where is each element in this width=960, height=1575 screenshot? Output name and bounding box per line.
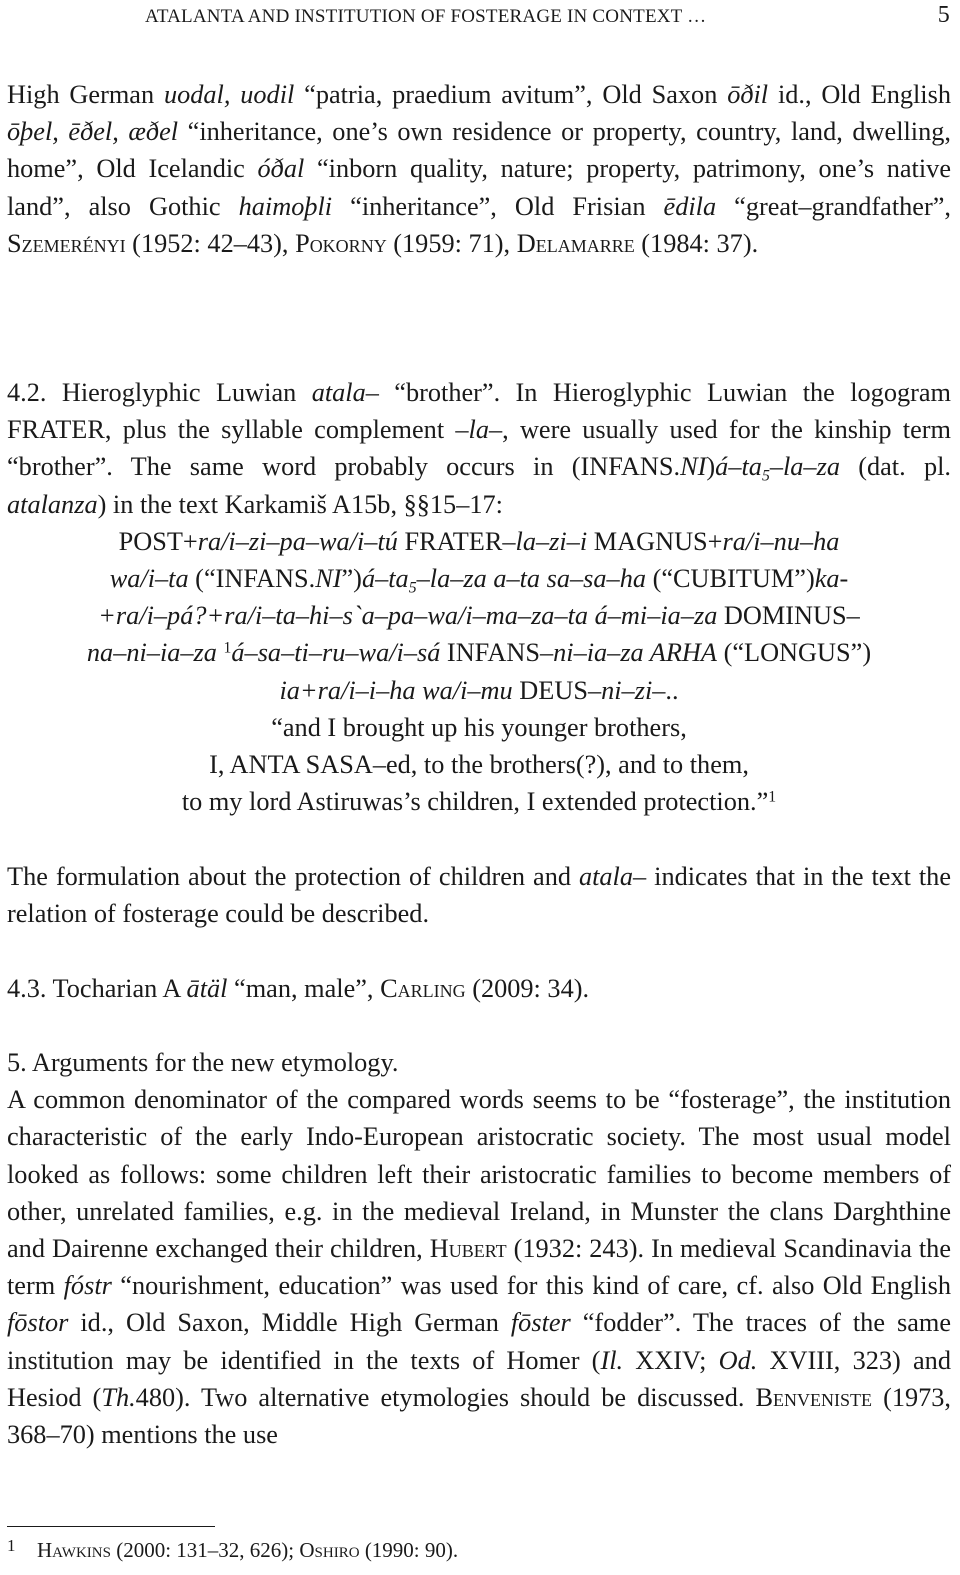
author-citation: Oshiro [299,1537,360,1562]
text: (“LONGUS”) [717,638,872,668]
text: The formulation about the protection of children and [7,862,579,891]
term: uodal, uodil [163,80,295,109]
text: (1932: 243). In medieval Scandinavia the term [7,1234,951,1301]
text: XXIV; [623,1345,719,1375]
term: á–ta [715,452,762,482]
superscript: 1 [223,639,232,657]
running-title: ATALANTA AND INSTITUTION OF FOSTERAGE IN CONTEXT … [145,6,707,27]
author-citation: Carling [380,974,466,1003]
subscript: 5 [761,467,770,485]
term: á–sa–ti–ru–wa/i–sá [231,638,441,668]
translation-line: “and I brought up his younger brothers, [271,712,687,742]
term: NI [315,564,342,594]
text: 4.2. Hieroglyphic Luwian [7,378,312,407]
term: atala– [311,378,379,407]
text: (1984: 37). [634,228,759,258]
term: –la– [455,415,503,445]
text: DEUS [512,675,588,705]
text: ) [706,452,716,482]
text: INFANS [440,638,540,668]
text: “inheritance, one’s own residence or property, country, land, dwelling, home”, Old Icelandic [7,117,951,184]
term: NI [680,452,707,482]
term: –ni–ia–za ARHA [539,638,717,668]
text: “nourishment, education” was used for this kind of care, cf. also Old English [111,1271,952,1301]
text: (dat. pl. [839,452,951,482]
text: (“INFANS. [188,564,316,594]
term: ra/i–nu–ha [722,526,840,556]
text: (1952: 42–43), [125,228,296,258]
term: wa/i–ta [109,564,189,594]
section-heading: 5. Arguments for the new etymology. [7,1048,399,1077]
term: ōðil [727,80,769,109]
paragraph-cognates [7,76,951,262]
text: ) in the text Karkamiš A15b, §§15–17: [97,489,503,519]
text: “great–grandfather”, [716,191,951,221]
term: ka- [814,564,849,594]
footnote [7,1536,458,1563]
term: fóstr [63,1271,112,1301]
author-citation: Hawkins [37,1537,111,1562]
term: fōster [510,1308,571,1338]
example-line [7,672,951,709]
paragraph-formulation [7,858,951,932]
term: óðal [257,154,305,184]
term: ēdila [663,191,717,221]
term: –la–za [769,452,840,482]
text: “patria, praedium avitum”, Old Saxon [294,80,728,109]
text: “fodder”. The traces of the same institution may be identified in the texts of Homer ( [7,1308,951,1375]
term: –la–zi–i [502,526,588,556]
term: atala– [578,862,647,891]
subscript: 5 [408,579,417,597]
text: to my lord Astiruwas’s children, I extended protection.” [181,787,769,817]
translation-line [7,783,951,820]
term: atalanza [7,489,98,519]
term: Th. [101,1382,136,1412]
term: na–ni–ia–za [86,638,217,668]
section-5-arguments [7,1044,951,1453]
term: –la–za a–ta sa–sa–ha [416,564,647,594]
term: Od. [718,1345,758,1375]
text: POST+ [118,526,198,556]
text: “brother”. In Hieroglyphic Luwian the logogram FRATER, plus the syllable complement [7,378,952,445]
text: XVIII, 323) and Hesiod ( [7,1345,951,1412]
footnote-rule [7,1526,215,1527]
inscription-example [7,523,951,821]
page-number: 5 [937,2,950,28]
text: (1959: 71), [386,228,517,258]
text: id., Old English [768,80,951,109]
author-citation: Szemerényi [7,228,126,258]
text: 480). Two alternative etymologies should be discussed. [135,1382,756,1412]
text: “inheritance”, Old Frisian [332,191,664,221]
term: +ra/i–pá?+ra/i–ta–hi–s`a–pa–wa/i–ma–za–ta á–mi–ia–za [98,601,718,631]
text: 4.3. Tocharian A [7,974,187,1003]
text: ”) [341,564,362,594]
text: (“CUBITUM”) [646,564,815,594]
paragraph-arguments [7,1081,951,1453]
text: .. [665,675,679,705]
term: haimoþli [238,191,333,221]
text: MAGNUS+ [587,526,723,556]
text: DOMINUS– [717,601,860,631]
author-citation: Benveniste [755,1382,873,1412]
text: , were usually used for the kinship term “brother”. The same word probably occurs in (INFANS. [7,415,951,482]
text: A common denominator of the compared words seems to be “fosterage”, the institution characteristic of the early Indo-European aristocratic society. The most usual model looked as follows: some children left their aristocratic families to become members of other, unrelated families, e.g. in the medieval Ireland, in Munster the clans Darghthine and Dairenne exchanged their children, [7,1085,951,1264]
translation-line: I, ANTA SASA–ed, to the brothers(?), and to them, [209,750,749,780]
footnote-marker[interactable]: 1 [768,788,777,806]
text: High German [7,80,164,109]
section-4-2-luwian [7,374,951,820]
text: FRATER [397,526,503,556]
text: (1973, 368–70) mentions the use [7,1382,952,1450]
example-line [7,634,951,671]
term: Il. [600,1345,624,1375]
footnote-number: 1 [7,1536,16,1555]
running-header [145,2,960,28]
text: id., Old Saxon, Middle High German [68,1308,511,1338]
text: (2000: 131–32, 626); [110,1537,300,1562]
paragraph-luwian [7,374,951,523]
section-4-3-tocharian [7,970,951,1007]
example-line [7,523,951,560]
text: (1990: 90). [359,1537,459,1562]
text: “man, male”, [227,974,381,1003]
term: ia+ra/i–i–ha wa/i–mu [279,675,513,705]
term: ātäl [186,974,228,1003]
author-citation: Hubert [429,1234,507,1264]
text: “inborn quality, nature; property, patrimony, one’s native land”, also Gothic [7,154,951,221]
author-citation: Delamarre [516,228,635,258]
text: (2009: 34). [465,974,590,1003]
term: fōstor [7,1308,69,1338]
term: –ni–zi– [587,675,666,705]
author-citation: Pokorny [295,228,387,258]
term: ra/i–zi–pa–wa/i–tú [197,526,398,556]
example-line [7,597,951,634]
term: á–ta [361,564,409,594]
text: indicates that in the text the relation of fosterage could be described. [7,862,951,929]
term: ōþel, ēðel, æðel [7,117,179,147]
example-line [7,560,951,597]
